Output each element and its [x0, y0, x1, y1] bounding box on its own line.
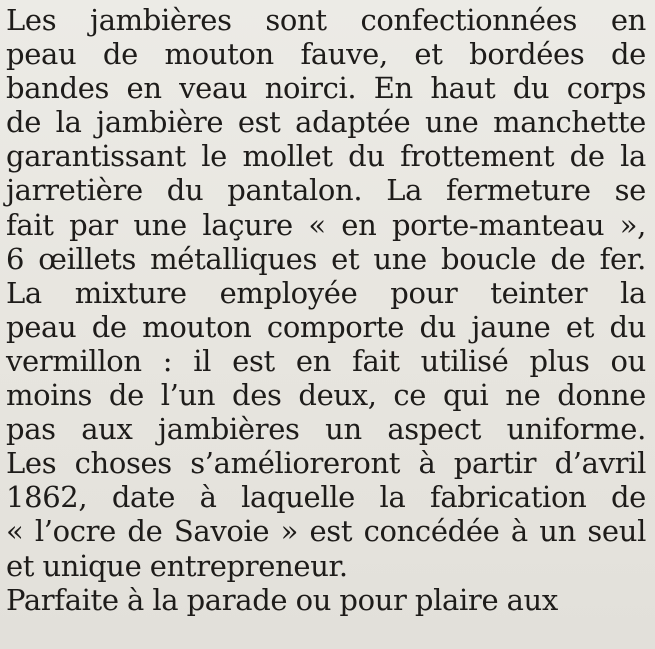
text-line-17: et unique entrepreneur.: [6, 548, 348, 583]
text-line-1: Les jambières sont confectionnées en: [6, 3, 646, 37]
text-line-7: fait par une laçure « en porte-manteau »,: [6, 207, 646, 242]
text-line-14: Les choses s’amélioreront à partir d’avril: [6, 446, 646, 481]
text-line-15: 1862, date à laquelle la fabrication de: [6, 480, 646, 515]
text-line-5: garantissant le mollet du frottement de la: [6, 139, 646, 174]
text-line-3: bandes en veau noirci. En haut du corps: [6, 71, 646, 106]
text-line-8: 6 œillets métalliques et une boucle de fer.: [6, 241, 646, 276]
text-line-12: moins de l’un des deux, ce qui ne donne: [6, 378, 646, 413]
text-line-2: peau de mouton fauve, et bordées de: [6, 37, 646, 72]
text-line-18: Parfaite à la parade ou pour plaire aux: [6, 582, 558, 617]
text-line-9: La mixture employée pour teinter la: [6, 275, 646, 310]
body-text: [6, 3, 646, 617]
text-line-16: « l’ocre de Savoie » est concédée à un seul: [6, 514, 646, 549]
text-line-10: peau de mouton comporte du jaune et du: [6, 309, 646, 344]
text-line-13: pas aux jambières un aspect uniforme.: [6, 412, 646, 447]
text-line-4: de la jambière est adaptée une manchette: [6, 105, 646, 140]
text-line-11: vermillon : il est en fait utilisé plus ou: [6, 343, 646, 378]
text-line-6: jarretière du pantalon. La fermeture se: [6, 173, 646, 208]
